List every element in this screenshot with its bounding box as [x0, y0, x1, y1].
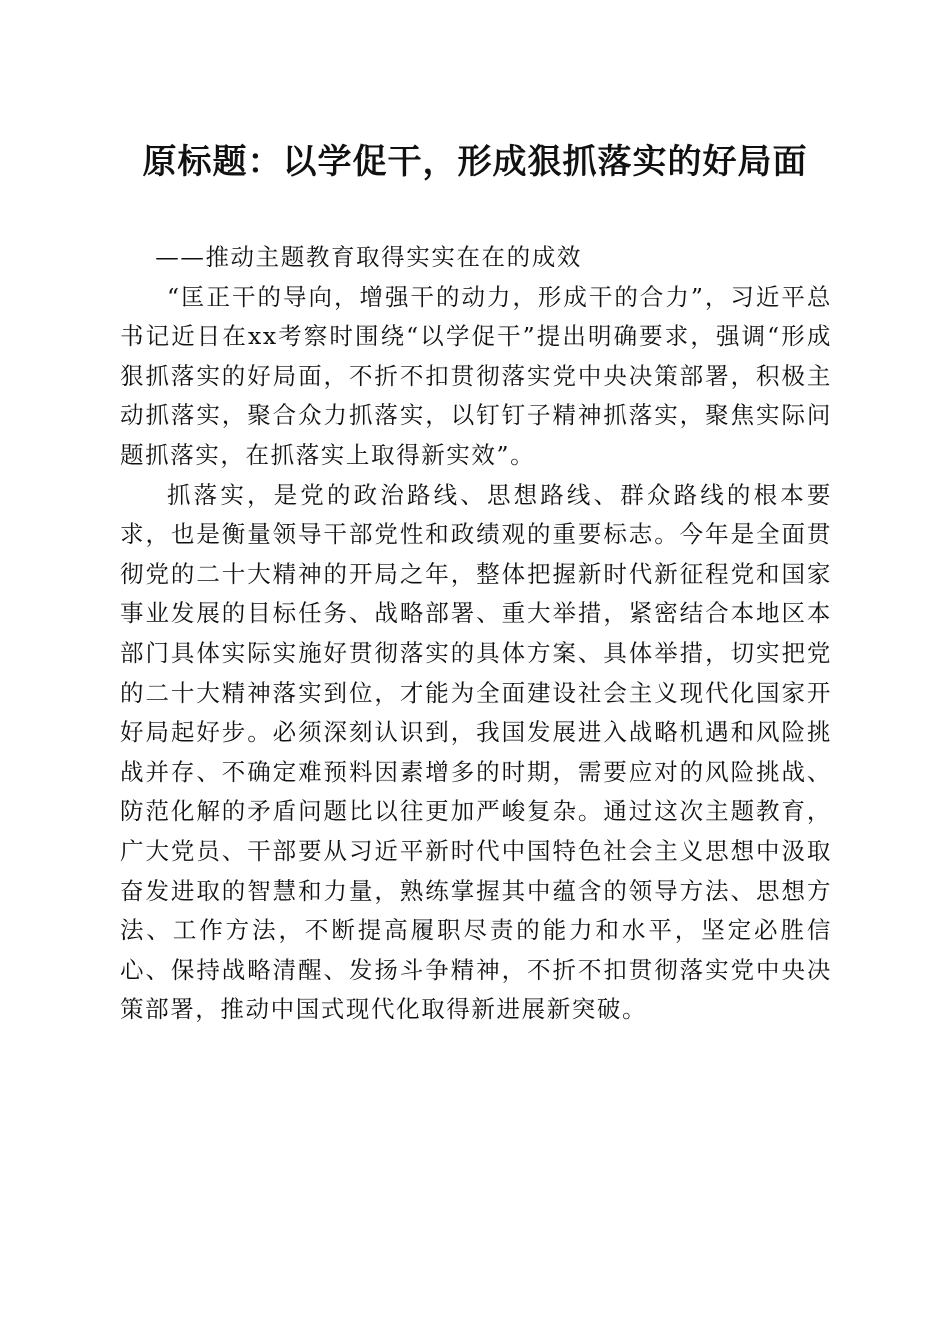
document-body [120, 238, 832, 1030]
paragraph-2: 抓落实，是党的政治路线、思想路线、群众路线的根本要求，也是衡量领导干部党性和政绩观的重要标志。今年是全面贯彻党的二十大精神的开局之年，整体把握新时代新征程党和国家事业发展的目标任务、战略部署、重大举措，紧密结合本地区本部门具体实际实施好贯彻落实的具体方案、具体举措，切实把党的二十大精神落实到位，才能为全面建设社会主义现代化国家开好局起好步。必须深刻认识到，我国发展进入战略机遇和风险挑战并存、不确定难预料因素增多的时期，需要应对的风险挑战、防范化解的矛盾问题比以往更加严峻复杂。通过这次主题教育，广大党员、干部要从习近平新时代中国特色社会主义思想中汲取奋发进取的智慧和力量，熟练掌握其中蕴含的领导方法、思想方法、工作方法，不断提高履职尽责的能力和水平，坚定必胜信心、保持战略清醒、发扬斗争精神，不折不扣贯彻落实党中央决策部署，推动中国式现代化取得新进展新突破。 [120, 480, 832, 1024]
paragraph-1: “匡正干的导向，增强干的动力，形成干的合力”，习近平总书记近日在xx考察时围绕“以学促干”提出明确要求，强调“形成狠抓落实的好局面，不折不扣贯彻落实党中央决策部署，积极主动抓落实，聚合众力抓落实，以钉钉子精神抓落实，聚焦实际问题抓落实，在抓落实上取得新实效”。 [120, 282, 832, 469]
document-title: 原标题：以学促干，形成狠抓落实的好局面 [142, 142, 808, 182]
document-subtitle: ——推动主题教育取得实实在在的成效 [155, 243, 582, 271]
